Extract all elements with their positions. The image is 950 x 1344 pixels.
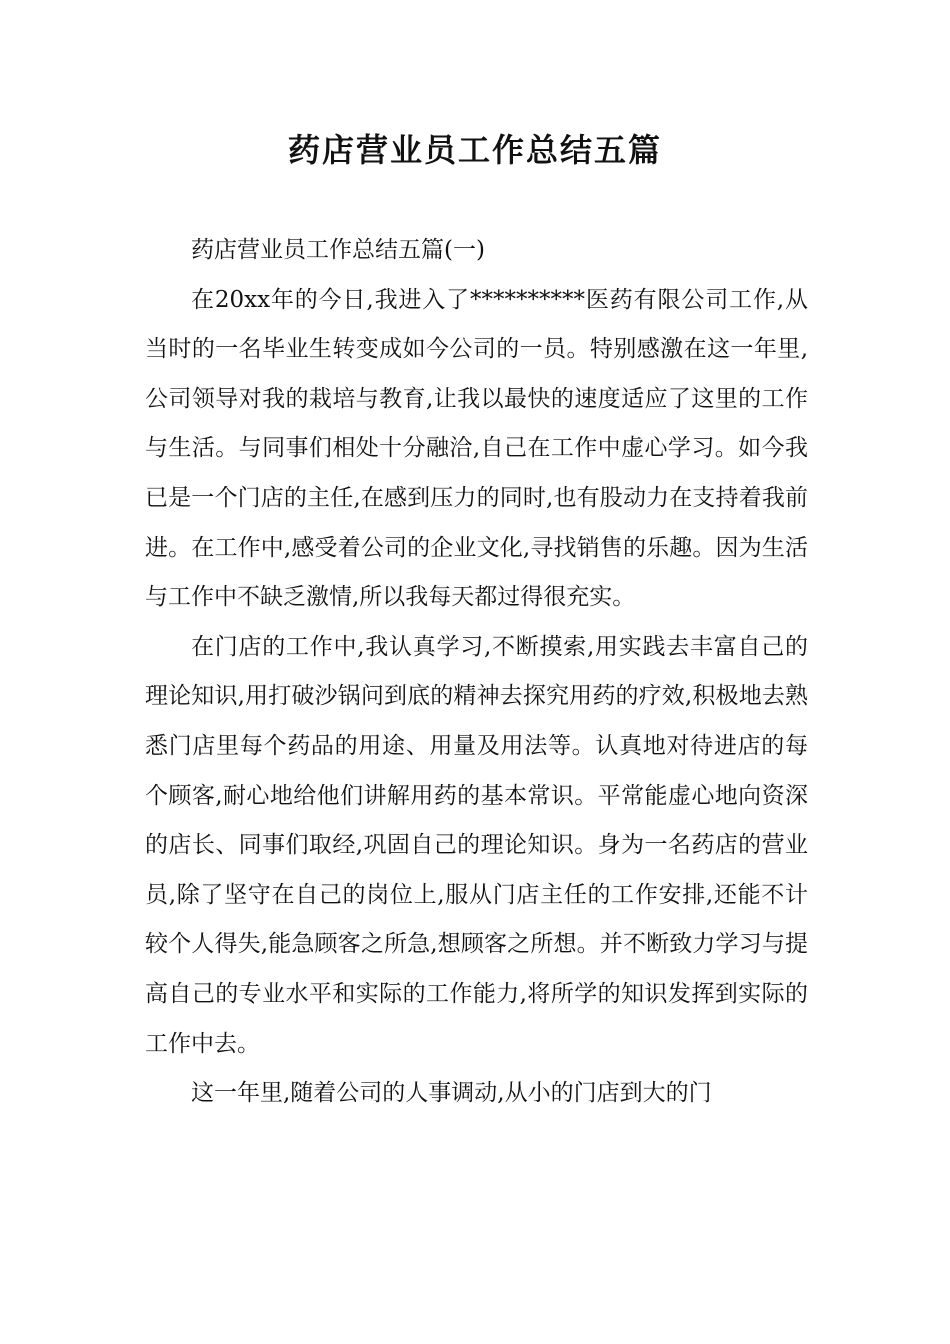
paragraph: 在20xx年的今日,我进入了**********医药有限公司工作,从当时的一名毕业生转变成如今公司的一员。特别感激在这一年里,公司领导对我的栽培与教育,让我以最快的速度适应了这里的工作与生活。与同事们相处十分融洽,自己在工作中虚心学习。如今我已是一个门店的主任,在感到压力的同时,也有股动力在支持着我前进。在工作中,感受着公司的企业文化,寻找销售的乐趣。因为生活与工作中不缺乏激情,所以我每天都过得很充实。	[145, 286, 808, 611]
paragraph-subtitle: 药店营业员工作总结五篇(一)	[191, 237, 485, 263]
document-title: 药店营业员工作总结五篇	[287, 131, 662, 169]
document-body	[145, 226, 808, 1119]
paragraph: 在门店的工作中,我认真学习,不断摸索,用实践去丰富自己的理论知识,用打破沙锅问到底的精神去探究用药的疗效,积极地去熟悉门店里每个药品的用途、用量及用法等。认真地对待进店的每个顾客,耐心地给他们讲解用药的基本常识。平常能虚心地向资深的店长、同事们取经,巩固自己的理论知识。身为一名药店的营业员,除了坚守在自己的岗位上,服从门店主任的工作安排,还能不计较个人得失,能急顾客之所急,想顾客之所想。并不断致力学习与提高自己的专业水平和实际的工作能力,将所学的知识发挥到实际的工作中去。	[145, 633, 808, 1057]
paragraph: 这一年里,随着公司的人事调动,从小的门店到大的门	[191, 1080, 712, 1107]
